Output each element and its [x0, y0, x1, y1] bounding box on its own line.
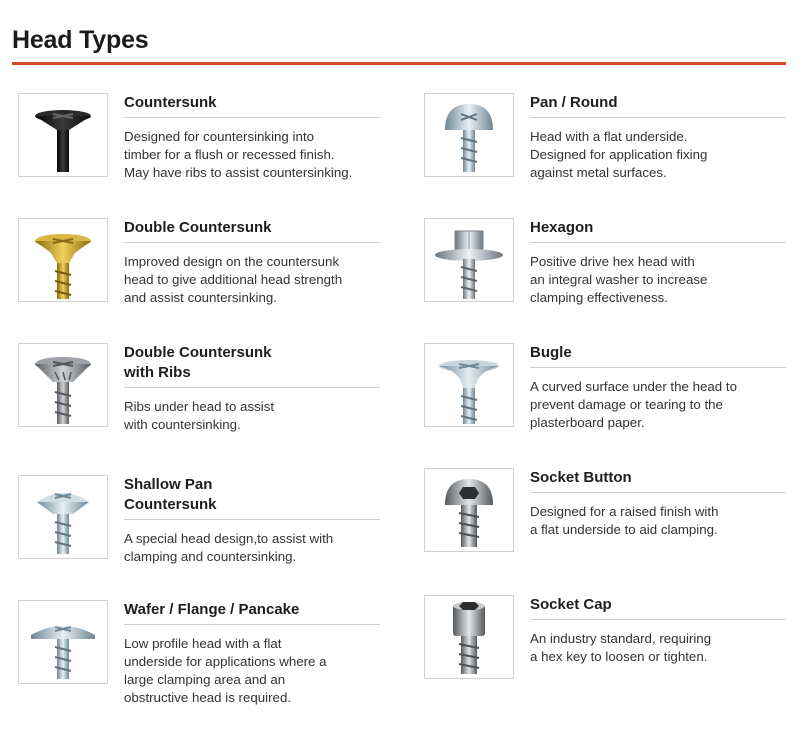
divider	[124, 242, 380, 243]
divider	[530, 619, 786, 620]
head-type-description: Positive drive hex head with an integral washer to increase clamping effectiveness.	[530, 254, 708, 305]
divider	[530, 242, 786, 243]
black-countersunk-screw-icon	[18, 93, 108, 177]
head-type-name: Wafer / Flange / Pancake	[124, 601, 300, 618]
head-type-pan-round	[424, 93, 794, 205]
head-type-name: Shallow Pan Countersunk	[124, 476, 217, 513]
head-type-description: Designed for countersinking into timber for a flush or recessed finish. May have ribs to assist countersinking.	[124, 129, 353, 180]
head-type-double-countersunk-ribs	[18, 343, 388, 455]
page-title: Head Types	[12, 26, 149, 54]
head-type-description: Head with a flat underside. Designed for application fixing against metal surfaces.	[530, 129, 708, 180]
head-type-shallow-pan-countersunk	[18, 475, 388, 587]
divider	[124, 387, 380, 388]
head-type-wafer-flange-pancake	[18, 600, 388, 712]
divider	[124, 117, 380, 118]
head-type-description: Ribs under head to assist with countersinking.	[124, 399, 275, 432]
socket-button-screw-icon	[424, 468, 514, 552]
wafer-head-screw-icon	[18, 600, 108, 684]
socket-cap-screw-icon	[424, 595, 514, 679]
pan-head-screw-icon	[424, 93, 514, 177]
divider	[530, 492, 786, 493]
head-type-name: Double Countersunk	[124, 219, 272, 236]
head-type-socket-cap	[424, 595, 794, 707]
divider	[530, 367, 786, 368]
head-type-name: Double Countersunk with Ribs	[124, 344, 272, 381]
head-type-name: Countersunk	[124, 94, 217, 111]
hex-head-screw-icon	[424, 218, 514, 302]
head-type-bugle	[424, 343, 794, 455]
head-type-description: Designed for a raised finish with a flat underside to aid clamping.	[530, 504, 719, 537]
title-underline	[12, 62, 786, 65]
head-type-description: A special head design,to assist with clamping and countersinking.	[124, 531, 334, 564]
head-type-description: Improved design on the countersunk head to give additional head strength and assist countersinking.	[124, 254, 343, 305]
divider	[124, 624, 380, 625]
head-type-name: Socket Button	[530, 469, 632, 486]
gold-double-countersunk-screw-icon	[18, 218, 108, 302]
head-type-hexagon	[424, 218, 794, 330]
head-type-countersunk	[18, 93, 388, 205]
shallow-pan-screw-icon	[18, 475, 108, 559]
head-type-socket-button	[424, 468, 794, 580]
divider	[124, 519, 380, 520]
head-type-name: Pan / Round	[530, 94, 618, 111]
head-type-name: Bugle	[530, 344, 572, 361]
head-type-name: Hexagon	[530, 219, 594, 236]
head-type-double-countersunk	[18, 218, 388, 330]
head-type-name: Socket Cap	[530, 596, 612, 613]
ribbed-countersunk-screw-icon	[18, 343, 108, 427]
head-type-description: A curved surface under the head to prevent damage or tearing to the plasterboard paper.	[530, 379, 737, 430]
head-type-description: Low profile head with a flat underside for applications where a large clamping area and an obstructive head is required.	[124, 636, 327, 705]
divider	[530, 117, 786, 118]
head-type-description: An industry standard, requiring a hex key to loosen or tighten.	[530, 631, 712, 664]
bugle-head-screw-icon	[424, 343, 514, 427]
